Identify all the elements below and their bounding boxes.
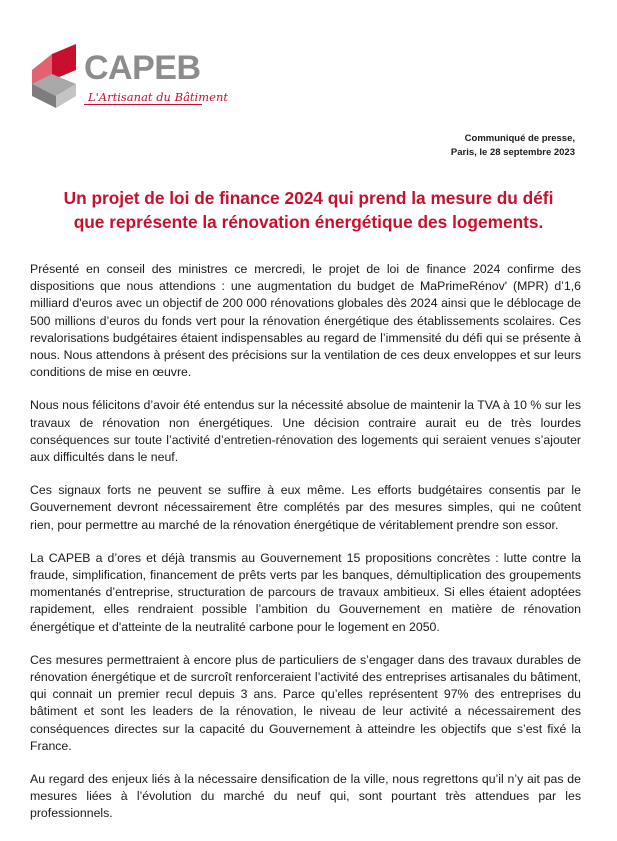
paragraph: Ces mesures permettraient à encore plus de particuliers de s’engager dans des travaux durables de rénovation énergétique et de surcroît renforceraient l’activité des entreprises artisanales du bâtiment, qui connait un premier recul depuis 3 ans. Parce qu’elles représentent 97% des entreprises du bâtiment et sont les leaders de la rénovation, le niveau de leur activité a nécessairement des conséquences directes sur la capacité du Gouvernement à atteindre les objectifs que s’est fixé la France. xyxy=(30,652,581,753)
paragraph: Ces signaux forts ne peuvent se suffire à eux même. Les efforts budgétaires consentis par le Gouvernement devront nécessairement être complétés par des mesures simples, qui ne coûtent rien, pour permettre au marché de la rénovation énergétique de véritablement prendre son essor. xyxy=(30,483,581,532)
title-line-1: Un projet de loi de finance 2024 qui prend la mesure du défi xyxy=(63,188,554,208)
logo-underline xyxy=(84,104,202,105)
paragraph: La CAPEB a d’ores et déjà transmis au Gouvernement 15 propositions concrètes : lutte contre la fraude, simplification, financement de prêts verts par les banques, démultiplication des groupements momentanés d’entreprise, structuration de parcours de travaux ambitieux. Si elles étaient adoptées rapidement, elles rendraient possible l’ambition du Gouvernement en matière de rénovation énergétique et d'atteinte de la neutralité carbone pour le logement en 2050. xyxy=(30,550,581,634)
paragraph: Présenté en conseil des ministres ce mercredi, le projet de loi de finance 2024 confirme des dispositions que nous attendions : une augmentation du budget de MaPrimeRénov' (MPR) d’1,6 milliard d'euros avec un objectif de 200 000 rénovations globales dès 2024 ainsi que le déblocage de 500 millions d’euros du fonds vert pour la rénovation énergétique des établissements scolaires. Ces revalorisations budgétaires étaient indispensables au regard de l’immensité du défi qui se présente à nous. Nous attendons à présent des précisions sur la ventilation de ces deux enveloppes et sur leurs conditions de mise en œuvre. xyxy=(30,262,581,380)
capeb-logo xyxy=(30,44,228,114)
document-body xyxy=(30,261,581,839)
title-line-2: que représente la rénovation énergétique des logements. xyxy=(73,212,544,232)
logo-tagline: L'Artisanat du Bâtiment xyxy=(88,90,228,104)
press-release-header xyxy=(451,132,575,160)
logo-wordmark: CAPEB xyxy=(84,49,201,87)
paragraph: Nous nous félicitons d’avoir été entendus sur la nécessité absolue de maintenir la TVA à 10 % sur les travaux de rénovation non énergétiques. Une décision contraire aurait eu de très lourdes conséquences sur toute l’activité d’entretien-rénovation des logements qui seraient venues s’ajouter aux difficultés dans le neuf. xyxy=(30,398,581,465)
press-release-label: Communiqué de presse, xyxy=(464,133,575,144)
press-release-date: Paris, le 28 septembre 2023 xyxy=(450,147,575,158)
document-title xyxy=(30,186,587,234)
logo-mark-icon xyxy=(30,44,90,110)
paragraph: Au regard des enjeux liés à la nécessaire densification de la ville, nous regrettons qu’il n’y ait pas de mesures liées à l’évolution du marché du neuf qui, sont pourtant très attendues par les professionnels. xyxy=(30,772,581,821)
